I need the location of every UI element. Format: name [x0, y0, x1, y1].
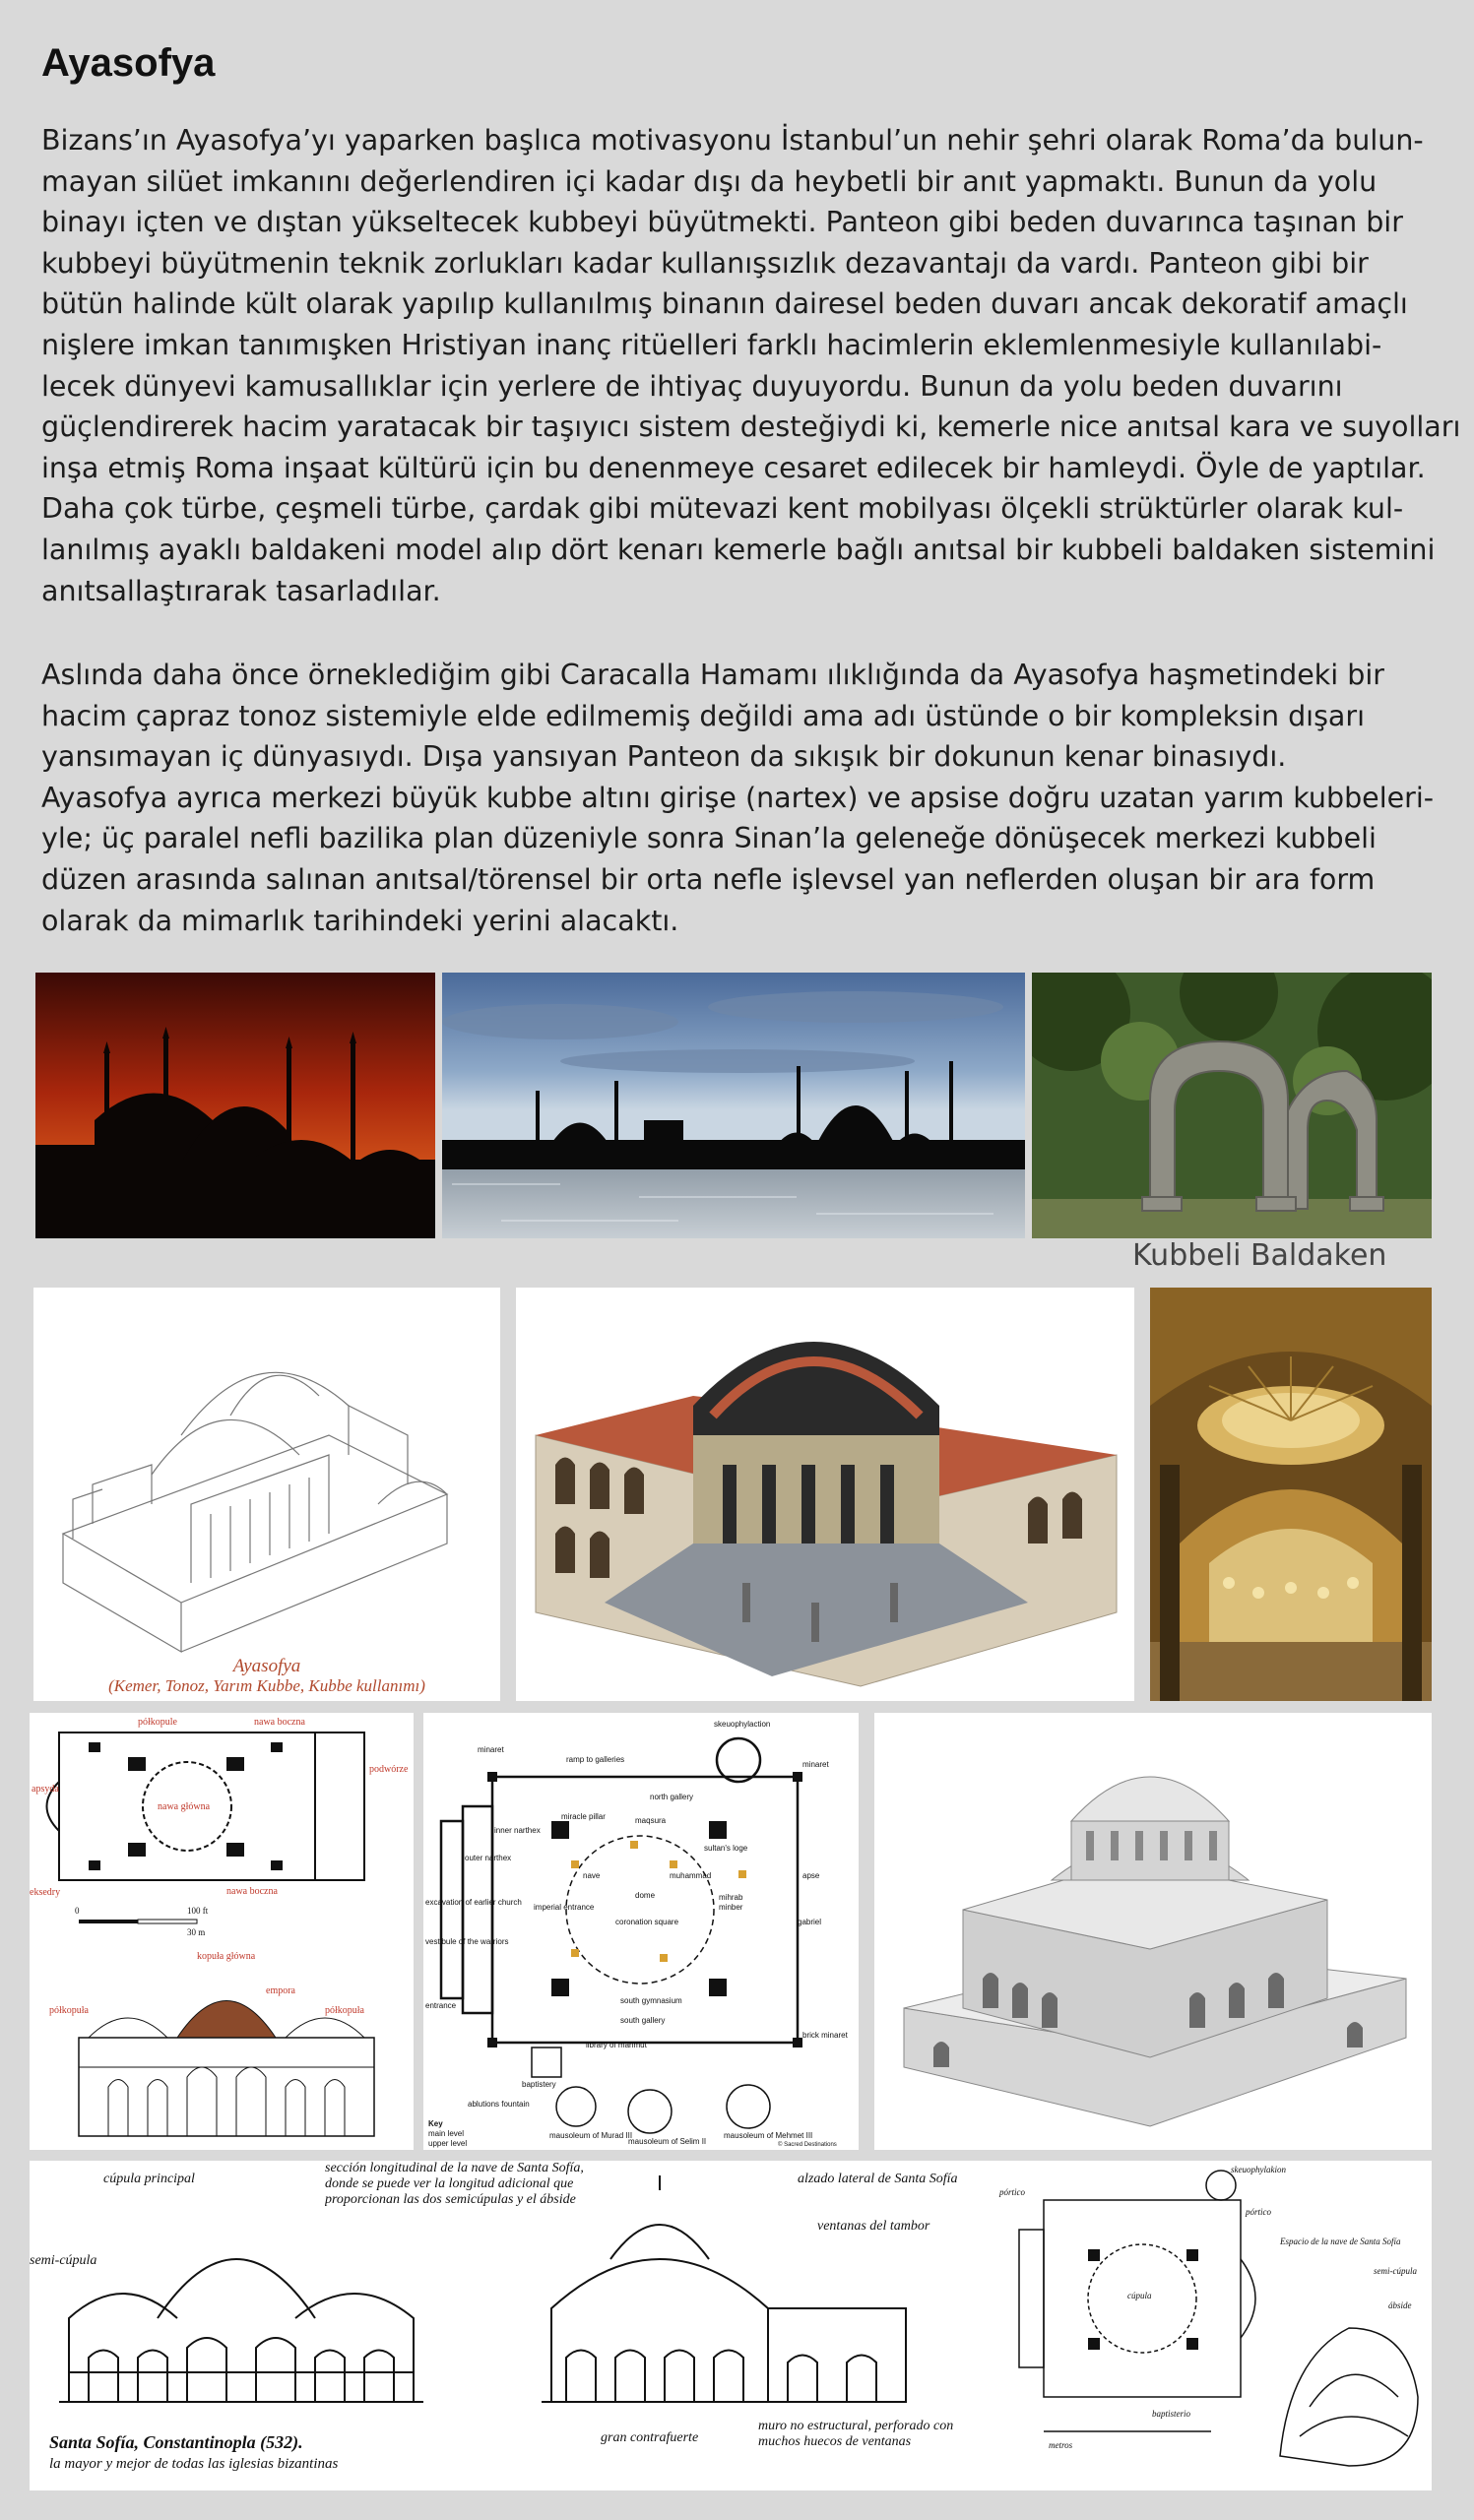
- plan-label: © Sacred Destinations: [778, 2142, 837, 2148]
- sketch-label: semi-cúpula: [30, 2253, 97, 2268]
- wall-annotation: muro no estructural, perforado con muchos huecos de ventanas: [758, 2419, 954, 2449]
- sketch-label: ventanas del tambor: [817, 2219, 930, 2234]
- annotated-floor-plan: [423, 1713, 859, 2150]
- plan-label: entrance: [425, 2001, 457, 2010]
- plan-label: main level: [428, 2129, 465, 2138]
- paragraph-line: anıtsallaştırarak tasarladılar.: [41, 574, 441, 607]
- paragraph-line: Bizans’ın Ayasofya’yı yaparken başlıca motivasyonu İstanbul’un nehir şehri olarak Roma’da bulun-: [41, 124, 1424, 157]
- plan-label: ablutions fountain: [468, 2100, 530, 2109]
- plan-label: brick minaret: [802, 2031, 848, 2040]
- plan-label: eksedry: [30, 1887, 61, 1898]
- paragraph-line: inşa etmiş Roma inşaat kültürü için bu denenmeye cesaret edilecek bir hamleydi. Öyle de yaptılar.: [41, 451, 1426, 484]
- section-label: półkopuła: [325, 2005, 364, 2016]
- paragraph-line: kubbeyi büyütmenin teknik zorlukları kadar kullanışsızlık dezavantajı da vardı. Panteon gibi bir: [41, 246, 1369, 280]
- scale-label: 0: [75, 1906, 80, 1916]
- plan-label: mausoleum of Murad III: [549, 2131, 633, 2140]
- axo-caption-subtitle: (Kemer, Tonoz, Yarım Kubbe, Kubbe kullanımı): [108, 1676, 425, 1695]
- plan-label: north gallery: [650, 1793, 694, 1801]
- sketch-subtitle: la mayor y mejor de todas las iglesias bizantinas: [49, 2456, 339, 2472]
- sunset-silhouette-photo: [35, 973, 435, 1238]
- section-label: empora: [266, 1985, 295, 1996]
- paragraph-line: lanılmış ayaklı baldakeni model alıp dört kenarı kemerle bağlı anıtsal bir kubbeli baldaken sistemini: [41, 533, 1436, 566]
- page-title: Ayasofya: [41, 41, 216, 85]
- plan-label: muhammad: [670, 1871, 712, 1880]
- baldaken-caption: Kubbeli Baldaken: [1132, 1238, 1387, 1273]
- plan-sketch-label: Espacio de la nave de Santa Sofía: [1280, 2236, 1401, 2246]
- interior-photo: [1150, 1288, 1432, 1701]
- paragraph-line: bütün halinde kült olarak yapılıp kullanılmış binanın dairesel beden duvarı ancak dekoratif amaçlı: [41, 287, 1408, 321]
- sketch-title: Santa Sofía, Constantinopla (532).: [49, 2432, 303, 2452]
- baldaken-ruin-photo: [1032, 973, 1432, 1238]
- plan-label: apsyda: [32, 1784, 59, 1795]
- paragraph-2: [41, 655, 1440, 941]
- section-annotation: sección longitudinal de la nave de Santa Sofía, donde se puede ver la longitud adicional que proporcionan las dos semicúpulas y el ábside: [325, 2161, 584, 2207]
- plan-sketch-label: cúpula: [1127, 2291, 1152, 2300]
- plan-label: skeuophylaction: [714, 1720, 771, 1729]
- plan-label: nave: [583, 1871, 601, 1880]
- plan-sketch-label: baptisterio: [1152, 2409, 1191, 2419]
- sketch-label: cúpula principal: [103, 2172, 195, 2186]
- plan-label: podwórze: [369, 1764, 409, 1775]
- bosphorus-silhouette-photo: [442, 973, 1025, 1238]
- paragraph-line: düzen arasında salınan anıtsal/törensel bir orta nefle işlevsel yan neflerden oluşan bir ara form: [41, 862, 1376, 896]
- plan-label: excavation of earlier church: [425, 1898, 522, 1907]
- plan-sketch-label: pórtico: [999, 2187, 1025, 2197]
- axonometric-drawing: [33, 1288, 500, 1701]
- plan-label: sultan's loge: [704, 1844, 748, 1853]
- paragraph-line: binayı içten ve dıştan yükseltecek kubbeyi büyütmekti. Panteon gibi beden duvarınca taşınan bir: [41, 206, 1403, 239]
- plan-label: mausoleum of Selim II: [628, 2137, 707, 2146]
- plan-label: ramp to galleries: [566, 1755, 625, 1764]
- plan-label: minber: [719, 1903, 743, 1912]
- plan-label: nawa główna: [158, 1801, 211, 1812]
- plan-label: outer narthex: [465, 1854, 512, 1862]
- plan-label: dome: [635, 1891, 656, 1900]
- scale-label: 100 ft: [187, 1906, 209, 1916]
- plan-sketch-label: pórtico: [1246, 2207, 1271, 2217]
- plan-sketch-label: skeuophylakion: [1231, 2165, 1286, 2174]
- 3d-massing-model: [874, 1713, 1432, 2150]
- spanish-sketch-panel: [30, 2161, 1432, 2490]
- plan-label: upper level: [428, 2139, 468, 2148]
- plan-label: maqsura: [635, 1816, 667, 1825]
- scale-label: 30 m: [187, 1927, 206, 1937]
- paragraph-line: yansımayan iç dünyasıydı. Dışa yansıyan Panteon da sıkışık bir dokunun kenar binasıydı.: [41, 740, 1287, 774]
- plan-label: south gymnasium: [620, 1996, 682, 2005]
- plan-label: Key: [428, 2119, 443, 2128]
- plan-label: gabriel: [798, 1918, 822, 1926]
- paragraph-1: [41, 120, 1461, 611]
- section-label: kopuła główna: [197, 1951, 256, 1962]
- paragraph-line: olarak da mimarlık tarihindeki yerini alacaktı.: [41, 904, 679, 937]
- paragraph-line: yle; üç paralel nefli bazilika plan düzeniyle sonra Sinan’la geleneğe dönüşecek merkezi kubbeli: [41, 822, 1377, 855]
- paragraph-line: güçlendirerek hacim yaratacak bir taşıyıcı sistem desteğiydi ki, kemerle nice anıtsal kara ve suyolları: [41, 410, 1461, 444]
- plan-label: apse: [802, 1871, 820, 1880]
- cutaway-model: [516, 1288, 1134, 1701]
- plan-label: vestibule of the warriors: [425, 1937, 509, 1946]
- plan-label: imperial entrance: [534, 1903, 595, 1912]
- paragraph-line: mayan silüet imkanını değerlendiren içi kadar dışı da heybetli bir anıt yapmaktı. Bunun da yolu: [41, 164, 1378, 198]
- plan-label: mausoleum of Mehmet III: [724, 2131, 813, 2140]
- paragraph-line: Aslında daha önce örneklediğim gibi Caracalla Hamamı ılıklığında da Ayasofya haşmetindeki bir: [41, 659, 1384, 691]
- plan-label: library of mahmut: [586, 2041, 647, 2049]
- paragraph-line: lecek dünyevi kamusallıklar için yerlere de ihtiyaç duyuyordu. Bunun da yolu beden duvarını: [41, 369, 1343, 403]
- plan-label: mihrab: [719, 1893, 743, 1902]
- sketch-label: alzado lateral de Santa Sofía: [798, 2172, 958, 2186]
- plan-label: półkopule: [138, 1717, 177, 1728]
- plan-label: miracle pillar: [561, 1812, 606, 1821]
- plan-label: minaret: [802, 1760, 829, 1769]
- section-label: półkopuła: [49, 2005, 89, 2016]
- sketch-label: gran contrafuerte: [601, 2430, 699, 2445]
- paragraph-line: hacim çapraz tonoz sistemiyle elde edilmemiş değildi ama adı üstünde o bir kompleksin dışarı: [41, 699, 1366, 732]
- plan-label: nawa boczna: [254, 1717, 305, 1728]
- plan-sketch-label: semi-cúpula: [1374, 2266, 1417, 2276]
- paragraph-line: nişlere imkan tanımışken Hristiyan inanç ritüelleri farklı hacimlerin eklemlenmesiyle kullanılabi-: [41, 328, 1382, 361]
- plan-label: south gallery: [620, 2016, 666, 2025]
- plan-label: nawa boczna: [226, 1886, 278, 1897]
- plan-sketch-label: ábside: [1388, 2300, 1412, 2310]
- plan-label: minaret: [478, 1745, 504, 1754]
- plan-label: inner narthex: [494, 1826, 541, 1835]
- axo-caption-title: Ayasofya: [232, 1656, 301, 1676]
- plan-label: coronation square: [615, 1918, 679, 1926]
- polish-plan-section: [30, 1713, 414, 2150]
- plan-label: baptistery: [522, 2080, 556, 2089]
- paragraph-line: Ayasofya ayrıca merkezi büyük kubbe altını girişe (nartex) ve apsise doğru uzatan yarım kubbeleri-: [41, 781, 1435, 814]
- paragraph-line: Daha çok türbe, çeşmeli türbe, çardak gibi mütevazi kent mobilyası ölçekli strüktürler olarak kul-: [41, 492, 1404, 526]
- plan-sketch-label: metros: [1049, 2440, 1073, 2450]
